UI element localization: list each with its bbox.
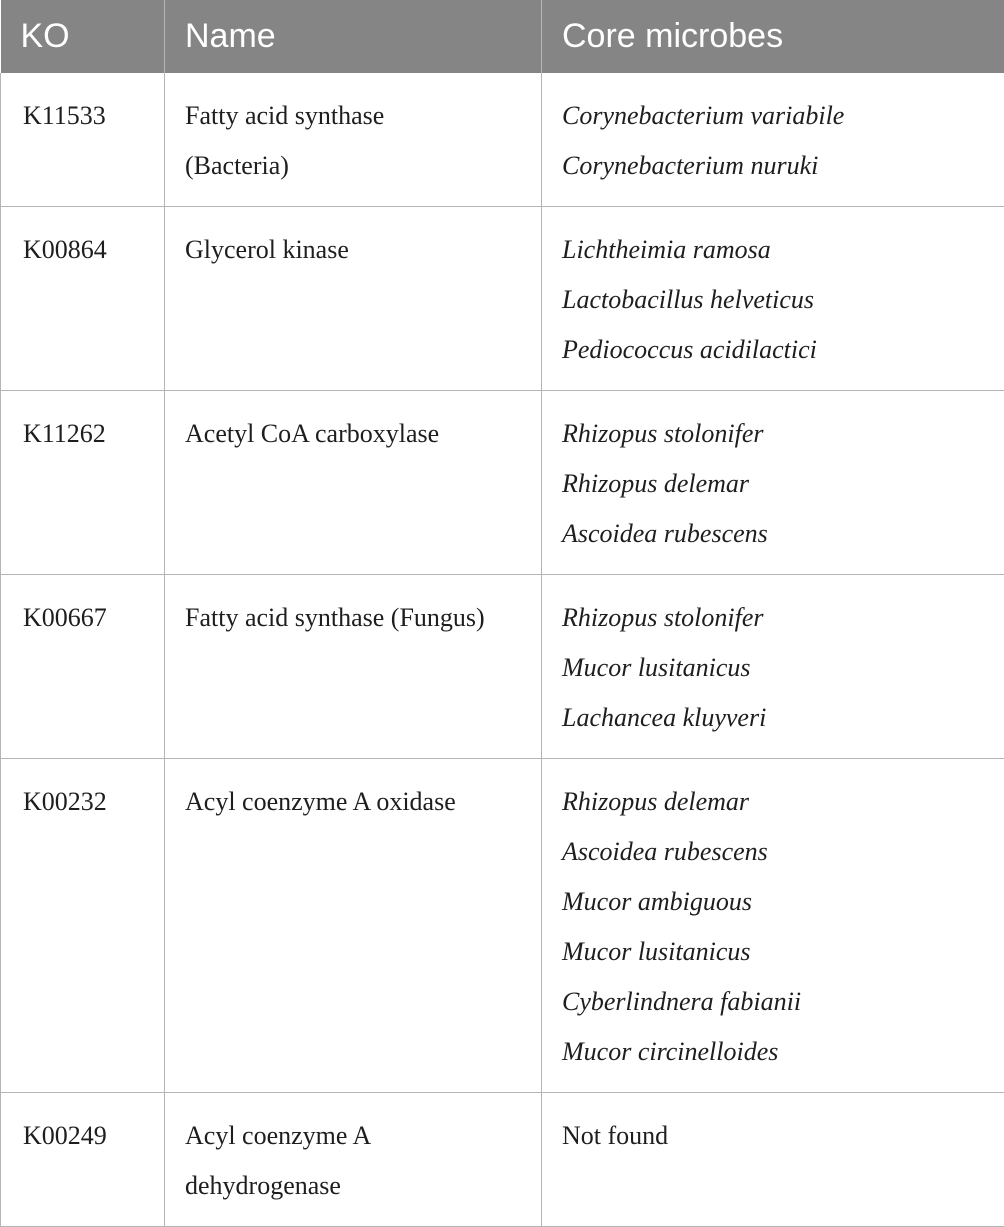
table-header — [1, 0, 1004, 73]
ko-cell — [1, 207, 165, 391]
name-cell — [165, 73, 542, 207]
name-cell — [165, 391, 542, 575]
table-row — [1, 575, 1004, 759]
microbe-name: Lachancea kluyveri — [562, 693, 984, 743]
enzyme-name-line: Acyl coenzyme A — [185, 1111, 521, 1161]
microbe-name: Rhizopus stolonifer — [562, 409, 984, 459]
name-cell — [165, 207, 542, 391]
microbe-name: Lactobacillus helveticus — [562, 275, 984, 325]
microbe-name: Rhizopus stolonifer — [562, 593, 984, 643]
enzyme-name-line: dehydrogenase — [185, 1161, 521, 1211]
core-microbes-cell — [542, 207, 1004, 391]
microbe-name: Not found — [562, 1111, 984, 1161]
ko-id: K11533 — [23, 91, 144, 141]
microbe-name: Corynebacterium nuruki — [562, 141, 984, 191]
table-row — [1, 207, 1004, 391]
table-body — [1, 73, 1004, 1227]
microbe-name: Mucor circinelloides — [562, 1027, 984, 1077]
microbe-name: Lichtheimia ramosa — [562, 225, 984, 275]
ko-cell — [1, 391, 165, 575]
enzyme-name-line: Fatty acid synthase — [185, 91, 521, 141]
header-core-microbes: Core microbes — [542, 0, 1004, 73]
table-row — [1, 391, 1004, 575]
ko-cell — [1, 73, 165, 207]
enzyme-name-line: Glycerol kinase — [185, 225, 521, 275]
microbe-name: Mucor lusitanicus — [562, 643, 984, 693]
enzyme-name-line: (Bacteria) — [185, 141, 521, 191]
core-microbes-cell — [542, 575, 1004, 759]
core-microbes-cell — [542, 1093, 1004, 1227]
ko-cell — [1, 1093, 165, 1227]
ko-cell — [1, 759, 165, 1093]
table-row — [1, 73, 1004, 207]
microbe-name: Pediococcus acidilactici — [562, 325, 984, 375]
core-microbes-cell — [542, 73, 1004, 207]
table-row — [1, 1093, 1004, 1227]
core-microbes-cell — [542, 391, 1004, 575]
microbe-name: Corynebacterium variabile — [562, 91, 984, 141]
microbe-name: Rhizopus delemar — [562, 459, 984, 509]
enzyme-name-line: Fatty acid synthase (Fungus) — [185, 593, 521, 643]
microbe-name: Rhizopus delemar — [562, 777, 984, 827]
header-name: Name — [165, 0, 542, 73]
name-cell — [165, 575, 542, 759]
ko-id: K00864 — [23, 225, 144, 275]
ko-id: K00667 — [23, 593, 144, 643]
header-row — [1, 0, 1004, 73]
microbe-name: Mucor ambiguous — [562, 877, 984, 927]
name-cell — [165, 759, 542, 1093]
microbe-name: Cyberlindnera fabianii — [562, 977, 984, 1027]
microbe-name: Ascoidea rubescens — [562, 509, 984, 559]
name-cell — [165, 1093, 542, 1227]
ko-id: K00232 — [23, 777, 144, 827]
microbe-name: Mucor lusitanicus — [562, 927, 984, 977]
table-row — [1, 759, 1004, 1093]
ko-id: K11262 — [23, 409, 144, 459]
ko-id: K00249 — [23, 1111, 144, 1161]
enzyme-name-line: Acyl coenzyme A oxidase — [185, 777, 521, 827]
enzyme-name-line: Acetyl CoA carboxylase — [185, 409, 521, 459]
ko-cell — [1, 575, 165, 759]
header-ko: KO — [1, 0, 165, 73]
core-microbes-cell — [542, 759, 1004, 1093]
microbe-name: Ascoidea rubescens — [562, 827, 984, 877]
